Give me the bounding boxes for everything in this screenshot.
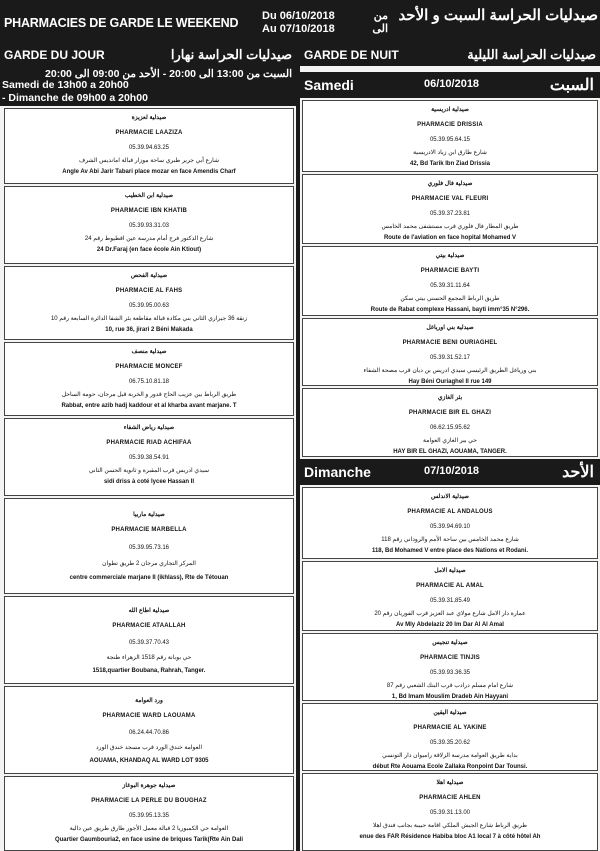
pharmacy-address-fr: Route de l'aviation en face hopital Mohamed V xyxy=(383,235,517,241)
pharmacy-phone: 05.39.93.36.35 xyxy=(429,670,471,676)
pharmacy-name-fr: PHARMACIE ATAALLAH xyxy=(112,623,186,629)
header-dates xyxy=(262,10,335,36)
pharmacy-phone: 05.39.95.64.15 xyxy=(429,137,471,143)
pharmacy-card xyxy=(302,633,598,701)
pharmacy-name-fr: PHARMACIE MARBELLA xyxy=(111,527,187,533)
pharmacy-address-fr: 1518,quartier Boubana, Rahrah, Tanger. xyxy=(92,668,206,674)
header-dates-ar xyxy=(352,10,388,36)
pharmacy-phone: 05.39.93.31.03 xyxy=(128,223,170,229)
saturday-day-fr: Samedi xyxy=(304,77,354,93)
pharmacy-name-fr: PHARMACIE WARD LAOUAMA xyxy=(102,713,196,719)
pharmacy-name-ar: صيدلية ابن الخطيب xyxy=(124,193,174,199)
pharmacy-address-ar: زنقة 36 جيراري الثاني بني مكادة قبالة مقاطعة بئر الشفا الدائرة السابعة رقم 10 xyxy=(50,316,248,322)
pharmacy-address-ar: المركز التجاري مرجان 2 طريق تطوان xyxy=(102,561,196,567)
night-section-title-fr: GARDE DE NUIT xyxy=(304,48,399,62)
pharmacy-phone: 05.39.94.69.10 xyxy=(429,524,471,530)
sunday-date: 07/10/2018 xyxy=(424,465,480,477)
pharmacy-name-fr: PHARMACIE AL AMAL xyxy=(416,583,484,589)
pharmacy-address-ar: حي بير الغازي العوامة xyxy=(423,438,477,444)
pharmacy-card xyxy=(4,342,294,416)
pharmacy-name-fr: PHARMACIE BENI OURIAGHEL xyxy=(402,340,498,346)
to-date: Au 07/10/2018 xyxy=(262,23,335,35)
pharmacy-name-ar: بئر الغازي xyxy=(437,395,463,401)
pharmacy-name-ar: صيدلية ماربيا xyxy=(133,512,165,518)
pharmacy-address-ar: عمارة دار الامل شارع مولاي عبد العزيز قرب الفوريان رقم 20 xyxy=(374,611,526,617)
pharmacy-address-ar: طريق الرباط المجمع الحسني بيتي سكن xyxy=(400,296,500,302)
pharmacy-address-fr: Hay Béni Ouriaghel II rue 149 xyxy=(408,379,492,385)
pharmacy-address-ar: شارع أبي جرير طبري ساحة موزار قبالة امانديس الشرف xyxy=(79,158,219,164)
pharmacy-address-fr: 24 Dr.Faraj (en face école Ain Ktiout) xyxy=(96,247,202,253)
pharmacy-address-ar: شارع امام مسلم درادب قرب البنك الشعبي رقم 87 xyxy=(386,683,514,689)
pharmacy-address-fr: Quartier Gaumbouria2, en face usine de briques Tarik(Rte Ain Dali xyxy=(54,837,244,843)
pharmacy-name-fr: PHARMACIE BIR EL GHAZI xyxy=(408,410,492,416)
pharmacy-phone: 06.62.15.95.62 xyxy=(429,425,471,431)
pharmacy-phone: 05.39.31.13.00 xyxy=(429,810,471,816)
sunday-header xyxy=(300,459,600,485)
pharmacy-name-ar: صيدلية رياض الشفاء xyxy=(123,425,175,431)
pharmacy-address-ar: شارع الدكتور فرج أمام مدرسة عين اقطيوط رقم 24 xyxy=(84,236,214,242)
pharmacy-name-ar: صيدلية لعزيزة xyxy=(131,115,167,121)
pharmacy-phone: 05.39.38.54.91 xyxy=(128,455,170,461)
pharmacy-name-ar: صيدلية تنجيس xyxy=(432,640,468,646)
day-hours-ar: السبت من 13:00 الى 20:00 - الأحد من 09:00 الى 20:00 xyxy=(45,68,292,80)
pharmacy-phone: 05.39.37.23.81 xyxy=(429,211,471,217)
day-hours xyxy=(0,66,296,106)
pharmacy-card xyxy=(4,186,294,264)
from-date: Du 06/10/2018 xyxy=(262,10,335,22)
pharmacy-address-fr: enue des FAR Résidence Habiba bloc A1 local 7 à côté hôtel Ah xyxy=(359,834,541,840)
pharmacy-name-fr: PHARMACIE MONCEF xyxy=(115,364,183,370)
pharmacy-address-fr: Route de Rabat complexe Hassani, bayti imm°35 N°296. xyxy=(370,307,530,313)
pharmacy-card xyxy=(4,776,294,851)
pharmacy-address-fr: 42, Bd Tarik Ibn Ziad Drissia xyxy=(410,161,490,167)
pharmacy-address-fr: début Rte Aouama Ecole Zallaka Ronpoint Dar Tounsi. xyxy=(372,764,528,770)
pharmacy-name-ar: صيدلية الامل xyxy=(434,568,466,574)
sunday-day-fr: Dimanche xyxy=(304,464,371,480)
pharmacy-phone: 05.39.31.52.17 xyxy=(429,355,471,361)
top-header xyxy=(0,0,600,44)
pharmacy-address-fr: Angle Av Abi Jarir Tabari place mozar en face Amendis Charf xyxy=(62,169,236,175)
pharmacy-card xyxy=(4,498,294,594)
pharmacy-address-fr: centre commerciale marjane II (ikhlass), Rte de Tétouan xyxy=(69,575,229,581)
pharmacy-name-ar: صيدلية جوهرة البوغاز xyxy=(122,783,176,789)
pharmacy-card xyxy=(302,388,598,457)
day-section-header xyxy=(0,44,296,66)
day-hours-fr-2: - Dimanche de 09h00 a 20h00 xyxy=(2,92,148,104)
pharmacy-card xyxy=(302,174,598,244)
sunday-day-ar: الأحد xyxy=(562,464,594,481)
pharmacy-address-ar: شارع محمد الخامس بين ساحة الأمم والروداني رقم 118 xyxy=(381,537,519,543)
pharmacy-name-fr: PHARMACIE AHLEN xyxy=(419,795,481,801)
pharmacy-name-ar: صيدلية بني اورياغل xyxy=(426,325,474,331)
night-section-title-ar: صيدليات الحراسة الليلية xyxy=(467,47,596,62)
pharmacy-name-ar: صيدلية الاندلس xyxy=(431,494,469,500)
pharmacy-name-fr: PHARMACIE DRISSIA xyxy=(417,122,483,128)
pharmacy-card xyxy=(302,487,598,559)
pharmacy-address-fr: sidi driss à coté lycee Hassan II xyxy=(103,479,195,485)
pharmacy-card xyxy=(302,703,598,771)
pharmacy-phone: 05.39.31.85.49 xyxy=(429,598,471,604)
pharmacy-name-fr: PHARMACIE LAAZIZA xyxy=(115,130,183,136)
pharmacy-name-fr: PHARMACIE AL FAHS xyxy=(115,288,183,294)
pharmacy-phone: 05.39.95.13.35 xyxy=(128,813,170,819)
pharmacy-address-ar: سيدي ادريس قرب المقبرة و ثانوية الحسن الثاني xyxy=(88,468,210,474)
night-section-header xyxy=(300,44,600,66)
pharmacy-address-ar: طريق الرباط بين عزيب الحاج قدور و الخربة قبل مرجان، حومة الساحل xyxy=(61,392,237,398)
header-title-fr: PHARMACIES DE GARDE LE WEEKEND xyxy=(4,16,239,30)
pharmacy-name-ar: صيدلية الفحص xyxy=(130,273,168,279)
day-section-title-fr: GARDE DU JOUR xyxy=(4,48,105,62)
pharmacy-address-ar: بني ورياغل الطريق الرئيسي سيدي ادريس بن ديان قرب مصحة الشفاء xyxy=(363,368,537,374)
to-ar: الى xyxy=(372,23,388,35)
pharmacy-address-fr: 10, rue 36, jirari 2 Béni Makada xyxy=(105,327,193,333)
pharmacy-card xyxy=(4,686,294,774)
pharmacy-address-fr: 1, Bd Imam Mouslim Dradeb Ain Hayyani xyxy=(391,694,509,700)
pharmacy-address-ar: طريق الرباط شارع الجيش الملكي اقامة حبيبة بجانب فندق اهلا xyxy=(372,823,528,829)
saturday-date: 06/10/2018 xyxy=(424,78,480,90)
pharmacy-phone: 05.39.94.63.25 xyxy=(128,145,170,151)
pharmacy-address-fr: AOUAMA, KHANDAQ AL WARD LOT 9305 xyxy=(89,758,209,764)
pharmacy-address-fr: Rabbat, entre azib hadj kaddour et al kharba avant marjane. T xyxy=(61,403,237,409)
pharmacy-name-ar: صيدلية فال فلوري xyxy=(427,181,473,187)
pharmacy-address-ar: العوامة حي الكمبوريا 2 قبالة معمل الأجور طارق طريق عين دالية xyxy=(69,826,229,832)
from-ar: من xyxy=(373,10,388,22)
pharmacy-card xyxy=(302,318,598,386)
pharmacy-name-ar: ورد العوامة xyxy=(135,698,163,704)
pharmacy-address-ar: العوامة خندق الورد قرب مسجد خندق الورد xyxy=(96,745,202,751)
pharmacy-name-fr: PHARMACIE LA PERLE DU BOUGHAZ xyxy=(91,798,207,804)
pharmacy-card xyxy=(4,418,294,496)
day-section-title-ar: صيدليات الحراسة نهارا xyxy=(170,47,292,62)
pharmacy-card xyxy=(4,266,294,340)
column-divider xyxy=(296,44,300,851)
pharmacy-name-ar: صيدلية اهلا xyxy=(436,780,464,786)
pharmacy-address-ar: حي بوبانة رقم 1518 الزهراء طنجة xyxy=(106,655,192,661)
pharmacy-phone: 05.39.95.73.16 xyxy=(128,545,170,551)
pharmacy-phone: 05.39.95.00.63 xyxy=(128,303,170,309)
pharmacy-name-fr: PHARMACIE AL ANDALOUS xyxy=(407,509,493,515)
pharmacy-card xyxy=(302,100,598,172)
pharmacy-card xyxy=(4,596,294,684)
pharmacy-phone: 06.75.10.81.18 xyxy=(128,379,170,385)
pharmacy-name-fr: PHARMACIE BAYTI xyxy=(420,268,480,274)
pharmacy-name-ar: صيدلية اطاع الله xyxy=(128,608,170,614)
pharmacy-card xyxy=(302,773,598,851)
header-title-ar: صيدليات الحراسة السبت و الأحد xyxy=(398,7,598,24)
pharmacy-name-ar: صيدلية ادريسية xyxy=(431,107,469,113)
day-hours-fr-1: Samedi de 13h00 a 20h00 xyxy=(2,79,129,91)
pharmacy-name-fr: PHARMACIE IBN KHATIB xyxy=(110,208,188,214)
pharmacy-address-fr: HAY BIR EL GHAZI, AOUAMA, TANGER. xyxy=(393,449,507,455)
saturday-header xyxy=(300,72,600,98)
pharmacy-card xyxy=(302,561,598,631)
pharmacy-name-ar: صيدلية منصف xyxy=(131,349,167,355)
pharmacy-name-fr: PHARMACIE TINJIS xyxy=(420,655,480,661)
pharmacy-name-ar: صيدلية بيتي xyxy=(435,253,465,259)
pharmacy-card xyxy=(4,108,294,184)
pharmacy-phone: 05.39.31.11.64 xyxy=(430,283,470,289)
pharmacy-address-ar: شارع طارق ابن زياد الادريسية xyxy=(413,150,487,156)
pharmacy-phone: 05.39.35.20.62 xyxy=(429,740,471,746)
pharmacy-card xyxy=(302,246,598,316)
saturday-day-ar: السبت xyxy=(549,77,594,94)
pharmacy-address-fr: 118, Bd Mohamed V entre place des Nations et Rodani. xyxy=(371,548,529,554)
pharmacy-name-ar: صيدلية اليقين xyxy=(433,710,467,716)
pharmacy-name-fr: PHARMACIE RIAD ACHIFAA xyxy=(106,440,192,446)
pharmacy-name-fr: PHARMACIE AL YAKINE xyxy=(413,725,487,731)
pharmacy-phone: 06.24.44.70.86 xyxy=(128,730,170,736)
pharmacy-address-ar: طريق المطار فال فلوري قرب مستشفى محمد الخامس xyxy=(381,224,519,230)
pharmacy-phone: 05.39.37.70.43 xyxy=(128,640,170,646)
pharmacy-name-fr: PHARMACIE VAL FLEURI xyxy=(411,196,489,202)
pharmacy-address-fr: Av Mly Abdelaziz 20 Im Dar Al Al Amal xyxy=(396,622,504,628)
pharmacy-address-ar: بداية طريق العوامة مدرسة الزلاقة راميوان دار التونسي xyxy=(382,753,518,759)
